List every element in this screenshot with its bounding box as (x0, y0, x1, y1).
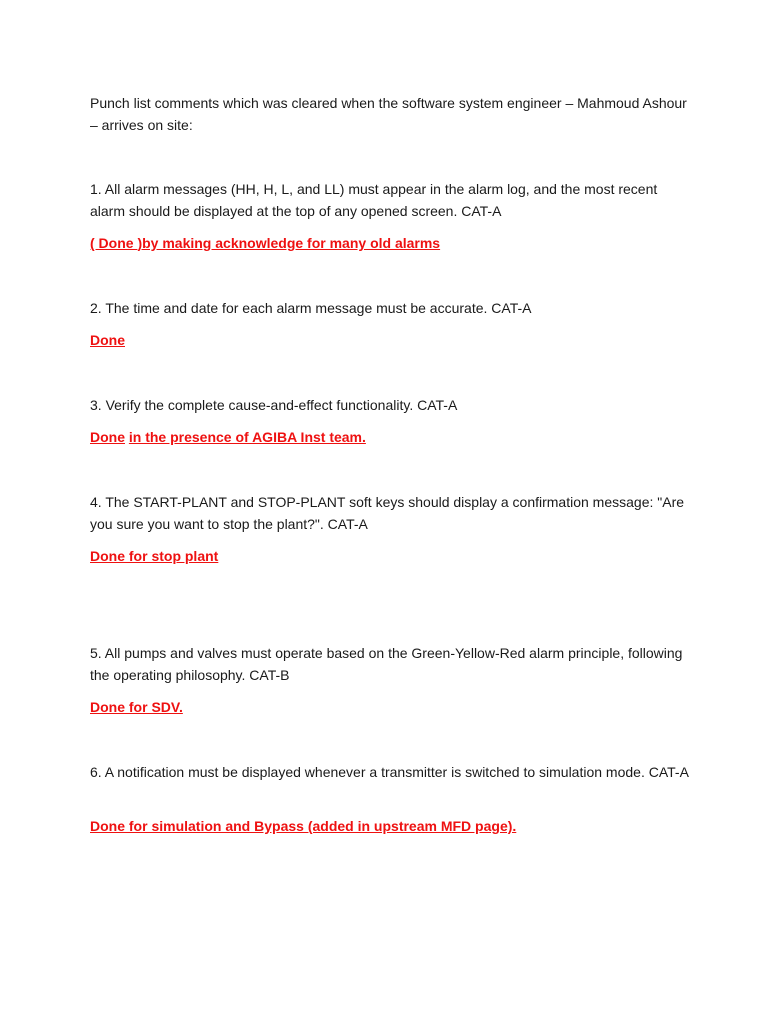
punch-item-5: 5. All pumps and valves must operate based on the Green-Yellow-Red alarm principle, following the operating philosophy. CAT-B (90, 645, 683, 683)
punch-item-4: 4. The START-PLANT and STOP-PLANT soft keys should display a confirmation message: "Are you sure you want to stop the plant?". CAT-A (90, 494, 685, 532)
response-1-part-a: ( Done (90, 235, 138, 251)
punch-item-4-response (90, 545, 690, 567)
punch-item-5-response (90, 696, 690, 718)
response-6-part-a: Done for simulation and Bypass (added in upstream MFD page). (90, 818, 517, 834)
response-1-part-b: )by making acknowledge for many old alarms (137, 235, 441, 251)
intro-paragraph: Punch list comments which was cleared when the software system engineer – Mahmoud Ashour – arrives on site: (90, 95, 687, 133)
punch-item-1: 1. All alarm messages (HH, H, L, and LL) must appear in the alarm log, and the most recent alarm should be displayed at the top of any opened screen. CAT-A (90, 181, 658, 219)
punch-item-2-response (90, 329, 690, 351)
response-3-part-a: Done (90, 429, 125, 445)
punch-item-3-response (90, 426, 690, 448)
punch-item-3: 3. Verify the complete cause-and-effect functionality. CAT-A (90, 397, 458, 413)
response-4-part-a: Done for stop plant (90, 548, 219, 564)
punch-item-6-response (90, 815, 690, 837)
response-2-part-a: Done (90, 332, 125, 348)
punch-item-6: 6. A notification must be displayed whenever a transmitter is switched to simulation mode. CAT-A (90, 764, 689, 780)
punch-item-1-response (90, 232, 690, 254)
response-5-part-a: Done for SDV. (90, 699, 183, 715)
response-3-part-b: in the presence of AGIBA Inst team. (128, 429, 366, 445)
punch-item-2: 2. The time and date for each alarm message must be accurate. CAT-A (90, 300, 532, 316)
